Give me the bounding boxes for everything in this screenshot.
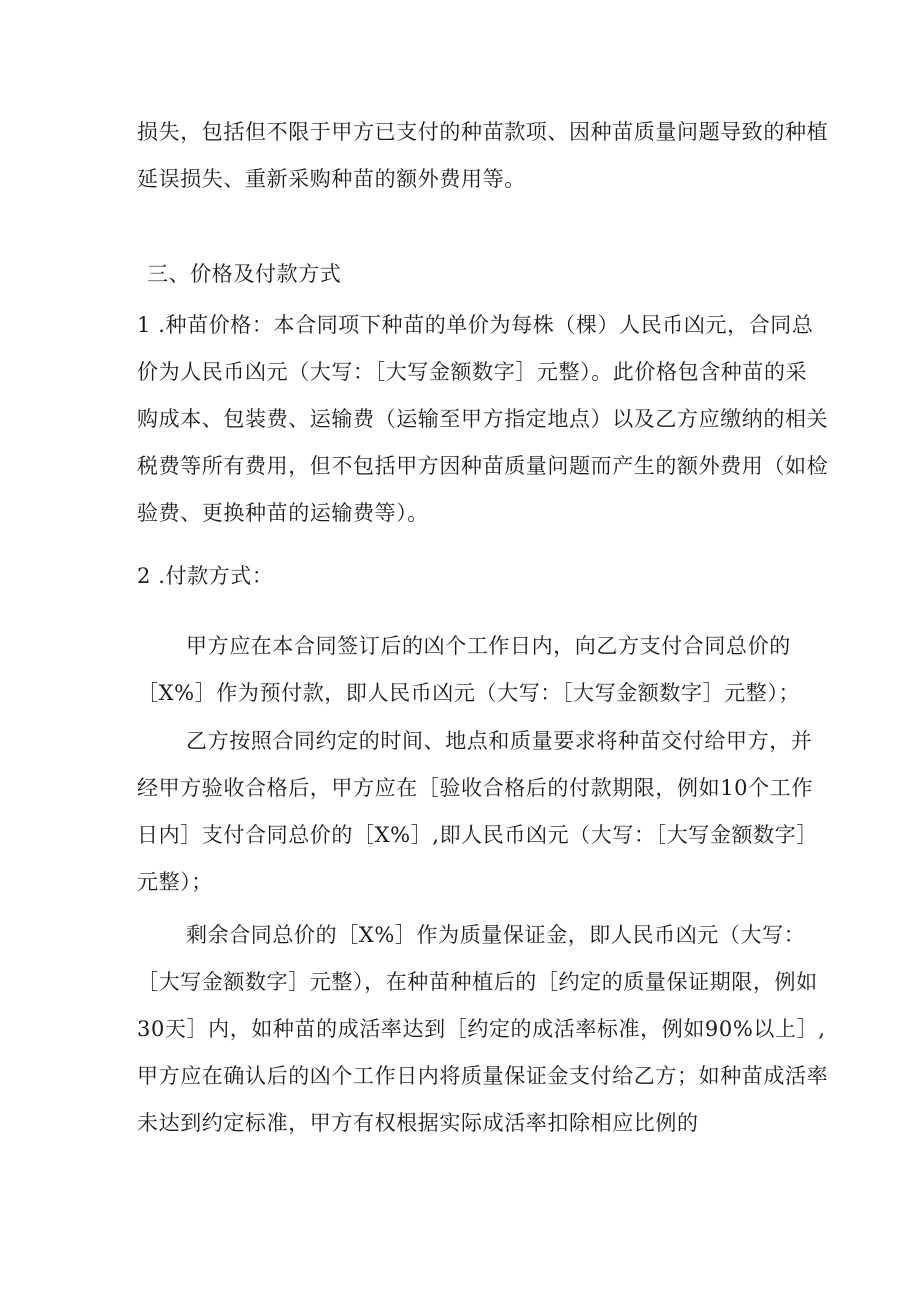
paragraph-line: 元整）； [137, 870, 213, 894]
paragraph-line: ［大写金额数字］元整），在种苗种植后的［约定的质量保证期限，例如 [137, 970, 818, 994]
paragraph-line: 甲方应在本合同签订后的凶个工作日内，向乙方支付合同总价的 [186, 634, 791, 658]
paragraph-line: ［X%］作为预付款，即人民币凶元（大写：［大写金额数字］元整）； [137, 681, 801, 705]
paragraph-line: 经甲方验收合格后，甲方应在［验收合格后的付款期限，例如10个工作 [137, 776, 813, 800]
paragraph-line: 损失，包括但不限于甲方已支付的种苗款项、因种苗质量问题导致的种植 [137, 120, 829, 144]
paragraph-line: 税费等所有费用，但不包括甲方因种苗质量问题而产生的额外费用（如检 [137, 454, 829, 478]
paragraph-line: 30天］内，如种苗的成活率达到［约定的成活率标准，例如90%以上］, [137, 1017, 826, 1041]
paragraph-line: 1 .种苗价格：本合同项下种苗的单价为每株（棵）人民币凶元，合同总 [137, 313, 814, 337]
paragraph-line: 购成本、包装费、运输费（运输至甲方指定地点）以及乙方应缴纳的相关 [137, 407, 829, 431]
paragraph-line: 剩余合同总价的［X%］作为质量保证金，即人民币凶元（大写： [186, 923, 806, 947]
paragraph-line: 验费、更换种苗的运输费等）。 [137, 501, 429, 525]
paragraph-line: 日内］支付合同总价的［X%］,即人民币凶元（大写：［大写金额数字］ [137, 823, 818, 847]
paragraph-line: 乙方按照合同约定的时间、地点和质量要求将种苗交付给甲方，并 [186, 729, 813, 753]
section-heading: 三、价格及付款方式 [147, 262, 342, 286]
paragraph-line: 未达到约定标准，甲方有权根据实际成活率扣除相应比例的 [137, 1111, 699, 1135]
sub-heading: 2 .付款方式： [137, 564, 274, 588]
paragraph-line: 价为人民币凶元（大写：［大写金额数字］元整）。此价格包含种苗的采 [137, 360, 808, 384]
paragraph-line: 甲方应在确认后的凶个工作日内将质量保证金支付给乙方；如种苗成活率 [137, 1064, 829, 1088]
paragraph-line: 延误损失、重新采购种苗的额外费用等。 [137, 167, 526, 191]
